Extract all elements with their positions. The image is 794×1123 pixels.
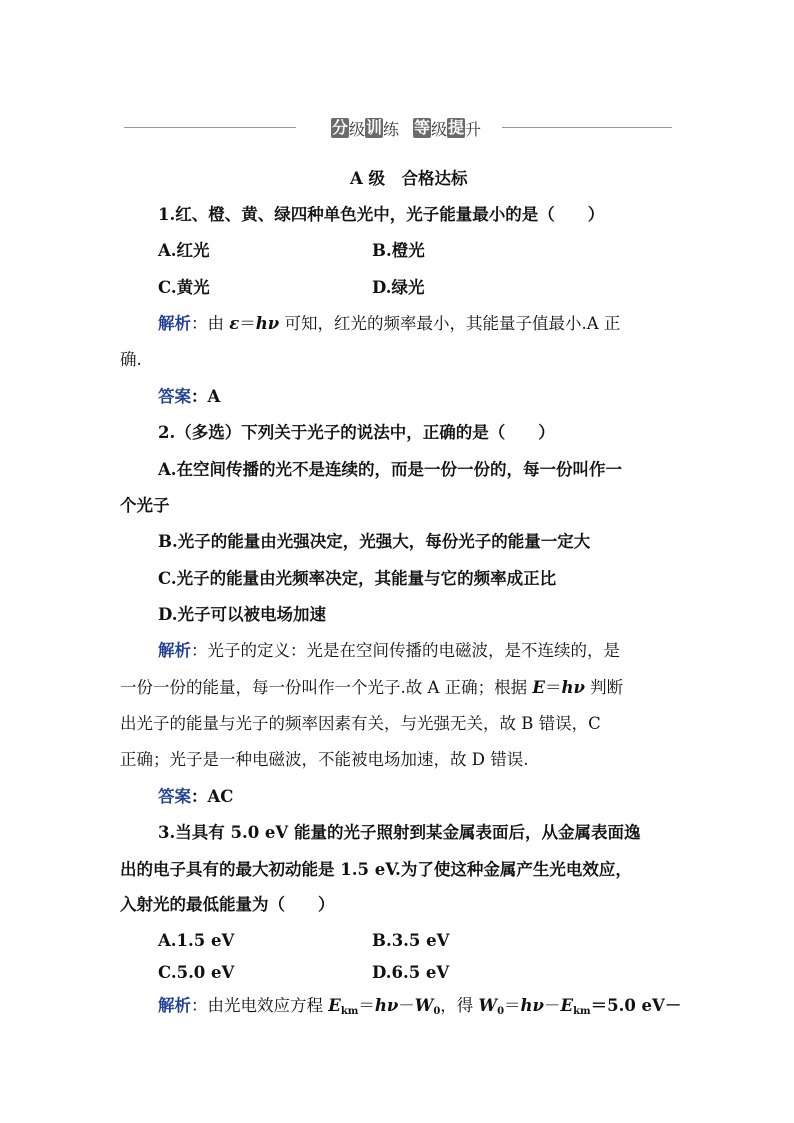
math-equals: ＝ bbox=[358, 996, 375, 1015]
math-subscript: 0 bbox=[497, 1006, 505, 1017]
header-rule-right bbox=[502, 127, 672, 128]
header-char: 训 bbox=[365, 118, 382, 137]
math-hv: hν bbox=[561, 678, 585, 697]
math-E: E bbox=[532, 678, 545, 697]
analysis-label: 解析 bbox=[158, 314, 191, 333]
math-E: E bbox=[560, 996, 574, 1015]
answer-value: ：A bbox=[191, 387, 221, 406]
q2-option-a-line-1: A.在空间传播的光不是连续的，而是一份一份的，每一份叫作一 bbox=[158, 460, 623, 479]
q2-analysis-line-2 bbox=[120, 676, 623, 700]
q2-option-d: D.光子可以被电场加速 bbox=[158, 605, 326, 624]
header-part-2 bbox=[413, 117, 481, 140]
math-E: E bbox=[328, 996, 341, 1015]
math-subscript: km bbox=[573, 1006, 591, 1017]
header-char: 级 bbox=[431, 119, 448, 139]
header-part-1 bbox=[331, 117, 399, 140]
q1-option-c: C.黄光 bbox=[158, 278, 210, 297]
q2-analysis-line-1 bbox=[158, 639, 620, 663]
analysis-text: ＝5.0 eV－ bbox=[590, 996, 682, 1015]
analysis-text: 可知，红光的频率最小，其能量子值最小.A 正 bbox=[279, 314, 621, 333]
answer-label: 答案 bbox=[158, 787, 191, 806]
q2-option-c: C.光子的能量由光频率决定，其能量与它的频率成正比 bbox=[158, 569, 557, 588]
q2-analysis-line-3: 出光子的能量与光子的频率因素有关，与光强无关，故 B 错误，C bbox=[120, 714, 601, 733]
header-char: 升 bbox=[465, 119, 482, 139]
q2-analysis-line-4: 正确；光子是一种电磁波，不能被电场加速，故 D 错误. bbox=[120, 750, 529, 769]
answer-value: ：AC bbox=[191, 787, 234, 806]
math-minus: － bbox=[544, 996, 561, 1015]
section-header bbox=[124, 114, 672, 142]
math-equals: ＝ bbox=[544, 678, 562, 697]
q3-option-d: D.6.5 eV bbox=[372, 963, 450, 982]
math-equals: ＝ bbox=[504, 996, 521, 1015]
q1-stem: 1.红、橙、黄、绿四种单色光中，光子能量最小的是（ ） bbox=[158, 205, 605, 224]
math-hv: hν bbox=[255, 314, 280, 333]
q2-answer bbox=[158, 785, 233, 809]
analysis-text: ：由 bbox=[191, 314, 230, 333]
q3-option-a: A.1.5 eV bbox=[158, 931, 235, 950]
header-char: 等 bbox=[414, 118, 431, 137]
header-char: 级 bbox=[348, 119, 365, 139]
analysis-label: 解析 bbox=[158, 996, 191, 1015]
q1-option-d: D.绿光 bbox=[372, 278, 425, 297]
header-char: 分 bbox=[331, 118, 348, 137]
math-equals: ＝ bbox=[239, 314, 256, 333]
analysis-text: ：由光电效应方程 bbox=[191, 996, 329, 1015]
q3-stem-line-2: 出的电子具有的最大初动能是 1.5 eV.为了使这种金属产生光电效应， bbox=[120, 860, 632, 879]
analysis-label: 解析 bbox=[158, 641, 191, 660]
q1-option-a: A.红光 bbox=[158, 241, 210, 260]
analysis-text: ，得 bbox=[440, 996, 479, 1015]
header-char: 提 bbox=[448, 118, 465, 137]
q3-option-b: B.3.5 eV bbox=[372, 931, 450, 950]
section-title: A 级 合格达标 bbox=[350, 169, 468, 188]
math-minus: － bbox=[398, 996, 415, 1015]
math-subscript: km bbox=[340, 1006, 359, 1017]
analysis-text: ：光子的定义：光是在空间传播的电磁波，是不连续的，是 bbox=[191, 641, 620, 660]
header-rule-left bbox=[124, 127, 296, 128]
q1-answer bbox=[158, 385, 220, 409]
q3-analysis-line-1 bbox=[158, 994, 681, 1024]
q3-option-c: C.5.0 eV bbox=[158, 963, 235, 982]
q3-stem-line-1: 3.当具有 5.0 eV 能量的光子照射到某金属表面后，从金属表面逸 bbox=[158, 823, 641, 842]
q1-analysis-line-1 bbox=[158, 312, 620, 336]
q1-analysis-line-2: 确. bbox=[120, 350, 142, 369]
math-W: W bbox=[414, 996, 434, 1015]
answer-label: 答案 bbox=[158, 387, 191, 406]
q2-option-a-line-2: 个光子 bbox=[120, 496, 170, 515]
header-title bbox=[308, 116, 504, 140]
q1-option-b: B.橙光 bbox=[372, 241, 425, 260]
analysis-text: 一份一份的能量，每一份叫作一个光子.故 A 正确；根据 bbox=[120, 678, 533, 697]
math-subscript: 0 bbox=[433, 1006, 441, 1017]
header-char: 练 bbox=[382, 119, 399, 139]
q2-stem: 2.（多选）下列关于光子的说法中，正确的是（ ） bbox=[158, 423, 555, 442]
math-epsilon: ε bbox=[229, 314, 240, 333]
math-hv: hν bbox=[520, 996, 544, 1015]
q2-option-b: B.光子的能量由光强决定，光强大，每份光子的能量一定大 bbox=[158, 532, 591, 551]
math-hv: hν bbox=[374, 996, 399, 1015]
q3-stem-line-3: 入射光的最低能量为（ ） bbox=[120, 895, 335, 914]
analysis-text: 判断 bbox=[584, 678, 624, 697]
math-W: W bbox=[478, 996, 498, 1015]
